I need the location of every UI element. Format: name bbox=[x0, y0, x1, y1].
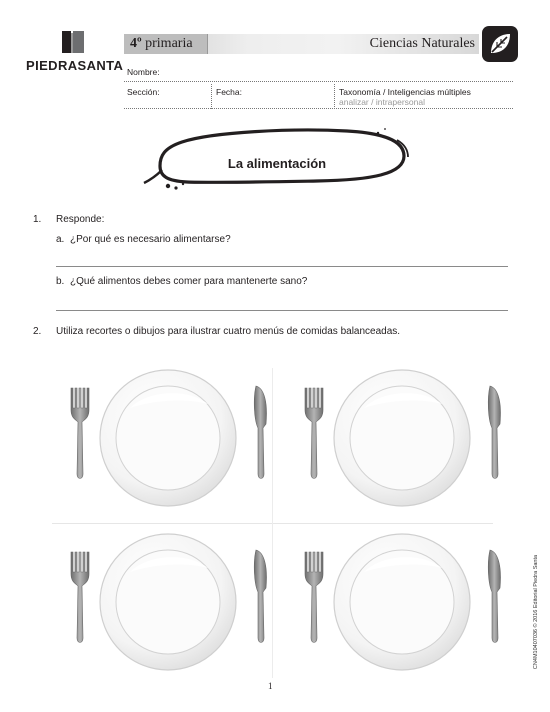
seccion-line[interactable] bbox=[124, 108, 513, 109]
nombre-label: Nombre: bbox=[127, 67, 160, 77]
plate-fork-knife-icon bbox=[58, 368, 278, 518]
q2-text: Utiliza recortes o dibujos para ilustrar cuatro menús de comidas balanceadas. bbox=[56, 326, 401, 337]
plate-setting-4[interactable] bbox=[292, 532, 512, 682]
plate-fork-knife-icon bbox=[292, 532, 512, 682]
taxonomia-values: analizar / intrapersonal bbox=[339, 97, 425, 107]
plate-setting-1[interactable] bbox=[58, 368, 278, 518]
side-code bbox=[530, 545, 540, 685]
q1a-letter: a. bbox=[56, 234, 65, 245]
page-title: La alimentación bbox=[227, 156, 327, 171]
field-separator bbox=[211, 84, 212, 109]
field-separator bbox=[334, 84, 335, 109]
plate-setting-2[interactable] bbox=[292, 368, 512, 518]
q2-number: 2. bbox=[33, 326, 42, 337]
q1b-letter: b. bbox=[56, 276, 65, 287]
plate-fork-knife-icon bbox=[292, 368, 512, 518]
plate-fork-knife-icon bbox=[58, 532, 278, 682]
seccion-label: Sección: bbox=[127, 87, 160, 97]
leaf-badge bbox=[482, 26, 518, 62]
book-icon bbox=[60, 30, 86, 54]
grade-box bbox=[124, 34, 208, 54]
leaf-icon bbox=[487, 31, 513, 57]
plate-setting-3[interactable] bbox=[58, 532, 278, 682]
nombre-line[interactable] bbox=[124, 81, 513, 82]
answer-line-a[interactable] bbox=[56, 266, 508, 267]
answer-line-b[interactable] bbox=[56, 310, 508, 311]
q1a-text: ¿Por qué es necesario alimentarse? bbox=[70, 234, 231, 245]
subject-title: Ciencias Naturales bbox=[369, 36, 475, 51]
publisher-logo bbox=[26, 30, 122, 74]
grade-number: 4º bbox=[130, 36, 142, 51]
q1-number: 1. bbox=[33, 214, 42, 225]
logo-text: PIEDRASANTA bbox=[26, 58, 124, 73]
fecha-label: Fecha: bbox=[216, 87, 242, 97]
header-band bbox=[124, 34, 479, 54]
title-bubble bbox=[142, 126, 412, 196]
q1-text: Responde: bbox=[56, 214, 105, 225]
taxonomia-label: Taxonomía / Inteligencias múltiples bbox=[339, 87, 471, 97]
grade-word: primaria bbox=[145, 36, 193, 51]
copyright-text: CN4M10407036 © 2016 Editorial Piedra Santa bbox=[533, 554, 539, 670]
page-number: 1 bbox=[268, 681, 273, 691]
q1b-text: ¿Qué alimentos debes comer para mantenerte sano? bbox=[70, 276, 308, 287]
